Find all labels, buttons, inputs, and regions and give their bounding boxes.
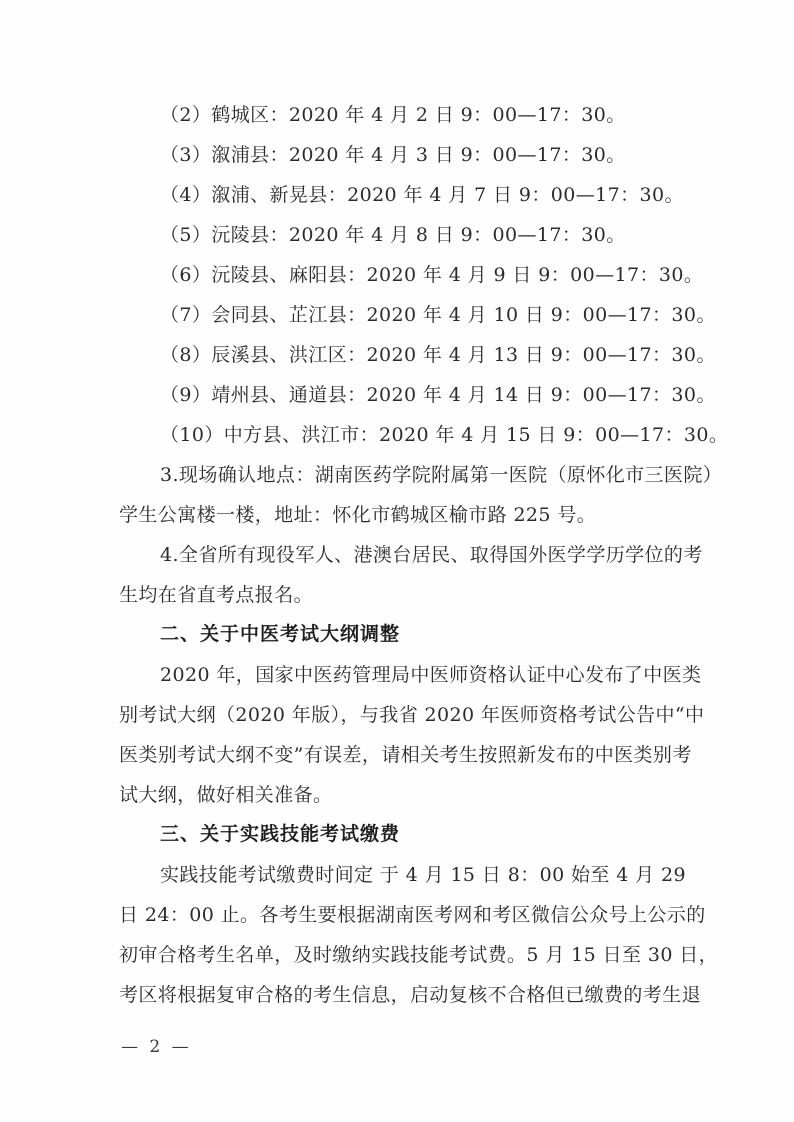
tcm-outline-line-2: 别考试大纲（2020 年版），与我省 2020 年医师资格考试公告中“中: [119, 704, 705, 726]
section-heading-skill-exam-fee: 三、关于实践技能考试缴费: [160, 824, 401, 845]
schedule-item-9: （9）靖州县、通道县：2020 年 4 月 14 日 9：00—17：30。: [160, 384, 716, 406]
special-candidates-line-2: 生均在省直考点报名。: [119, 584, 314, 606]
schedule-item-4: （4）溆浦、新晃县：2020 年 4 月 7 日 9：00—17：30。: [160, 184, 684, 206]
schedule-item-5: （5）沅陵县：2020 年 4 月 8 日 9：00—17：30。: [160, 224, 626, 246]
schedule-item-7: （7）会同县、芷江县：2020 年 4 月 10 日 9：00—17：30。: [160, 304, 716, 326]
tcm-outline-line-3: 医类别考试大纲不变”有误差，请相关考生按照新发布的中医类别考: [119, 744, 692, 766]
skill-exam-fee-line-3: 初审合格考生名单，及时缴纳实践技能考试费。5 月 15 日至 30 日，: [119, 944, 719, 966]
schedule-item-3: （3）溆浦县：2020 年 4 月 3 日 9：00—17：30。: [160, 144, 626, 166]
section-heading-tcm-outline: 二、关于中医考试大纲调整: [160, 624, 401, 645]
schedule-item-8: （8）辰溪县、洪江区：2020 年 4 月 13 日 9：00—17：30。: [160, 344, 716, 366]
tcm-outline-line-1: 2020 年，国家中医药管理局中医师资格认证中心发布了中医类: [160, 664, 702, 686]
schedule-item-6: （6）沅陵县、麻阳县：2020 年 4 月 9 日 9：00—17：30。: [160, 264, 704, 286]
skill-exam-fee-line-1: 实践技能考试缴费时间定 于 4 月 15 日 8：00 始至 4 月 29: [160, 864, 686, 886]
skill-exam-fee-line-4: 考区将根据复审合格的考生信息，启动复核不合格但已缴费的考生退: [119, 984, 702, 1006]
confirmation-location-line-2: 学生公寓楼一楼，地址：怀化市鹤城区榆市路 225 号。: [119, 504, 597, 526]
document-body: [119, 95, 729, 1015]
schedule-item-10: （10）中方县、洪江市：2020 年 4 月 15 日 9：00—17：30。: [160, 424, 729, 446]
confirmation-location-line-1: 3.现场确认地点：湖南医药学院附属第一医院（原怀化市三医院）: [160, 464, 723, 486]
skill-exam-fee-line-2: 日 24：00 止。各考生要根据湖南医考网和考区微信公众号上公示的: [119, 904, 706, 926]
special-candidates-line-1: 4.全省所有现役军人、港澳台居民、取得国外医学学历学位的考: [160, 544, 703, 566]
tcm-outline-line-4: 试大纲，做好相关准备。: [119, 784, 333, 806]
schedule-item-2: （2）鹤城区：2020 年 4 月 2 日 9：00—17：30。: [160, 104, 626, 126]
page-number: — 2 —: [121, 1037, 192, 1057]
